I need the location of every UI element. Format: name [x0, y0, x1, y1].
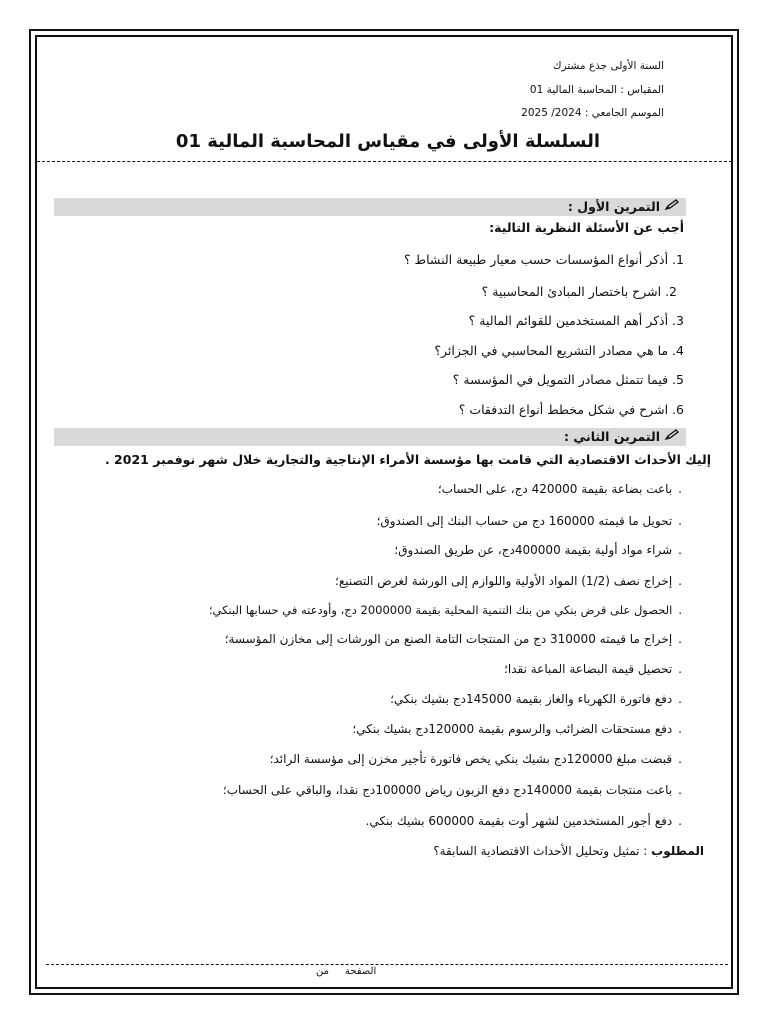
question-item: 6. اشرح في شكل مخطط أنواع التدفقات ؟ [458, 402, 684, 417]
question-item: 4. ما هي مصادر التشريع المحاسبي في الجزائر؟ [434, 343, 684, 358]
pencil-icon [664, 429, 680, 444]
event-item: .تحصيل قيمة البضاعة المباعة نقدا؛ [504, 662, 682, 676]
exercise2-heading: التمرين الثاني : [564, 429, 680, 444]
event-item: .باعت بضاعة بقيمة 420000 دج، على الحساب؛ [437, 482, 682, 496]
exercise2-intro: إليك الأحداث الاقتصادية التي قامت بها مؤسسة الأمراء الإنتاجية والتجارية خلال شهر نوفمبر 2021 . [104, 452, 711, 467]
page-footer: الصفحة من [316, 966, 377, 977]
event-item: .دفع أجور المستخدمين لشهر أوت بقيمة 600000 بشيك بنكي. [365, 814, 682, 828]
event-item: .الحصول على قرض بنكي من بنك التنمية المحلية بقيمة 2000000 دج، وأودعته في حسابها البنكي؛ [208, 603, 682, 617]
exercise1-instruction: أجب عن الأسئلة النظرية التالية: [489, 220, 684, 235]
footer-divider [46, 964, 728, 965]
required-line: المطلوب : تمثيل وتحليل الأحداث الاقتصادية السابقة؟ [433, 844, 704, 858]
header-season: الموسم الجامعي : 2024/ 2025 [521, 107, 664, 119]
event-item: .تحويل ما قيمته 160000 دج من حساب البنك إلى الصندوق؛ [376, 514, 682, 528]
event-item: .إخراج ما قيمته 310000 دج من المنتجات التامة الصنع من الورشات إلى مخازن المؤسسة؛ [224, 632, 682, 646]
event-item: .دفع فاتورة الكهرباء والغاز بقيمة 145000دج بشيك بنكي؛ [390, 692, 682, 706]
question-item: 5. فيما تتمثل مصادر التمويل في المؤسسة ؟ [452, 372, 684, 387]
title-divider [37, 161, 732, 162]
header-year: السنة الأولى جذع مشترك [552, 60, 664, 72]
event-item: .قبضت مبلغ 120000دج بشيك بنكي يخص فاتورة تأجير مخزن إلى مؤسسة الرائد؛ [269, 752, 682, 766]
event-item: .شراء مواد أولية بقيمة 400000دج، عن طريق الصندوق؛ [394, 543, 682, 557]
question-item: 1. أذكر أنواع المؤسسات حسب معيار طبيعة النشاط ؟ [403, 252, 684, 267]
page-title: السلسلة الأولى في مقياس المحاسبة المالية 01 [175, 131, 600, 152]
header-module: المقياس : المحاسبة المالية 01 [529, 84, 664, 96]
exercise1-heading: التمرين الأول : [568, 199, 680, 214]
event-item: .باعت منتجات بقيمة 140000دج دفع الزبون رياض 100000دج نقدا، والباقي على الحساب؛ [222, 783, 682, 797]
question-item: 2. اشرح باختصار المبادئ المحاسبية ؟ [481, 284, 677, 299]
pencil-icon [664, 199, 680, 214]
question-item: 3. أذكر أهم المستخدمين للقوائم المالية ؟ [468, 313, 684, 328]
event-item: .إخراج نصف (1/2) المواد الأولية واللوازم إلى الورشة لغرض التصنيع؛ [335, 574, 682, 588]
event-item: .دفع مستحقات الضرائب والرسوم بقيمة 120000دج بشيك بنكي؛ [352, 722, 682, 736]
